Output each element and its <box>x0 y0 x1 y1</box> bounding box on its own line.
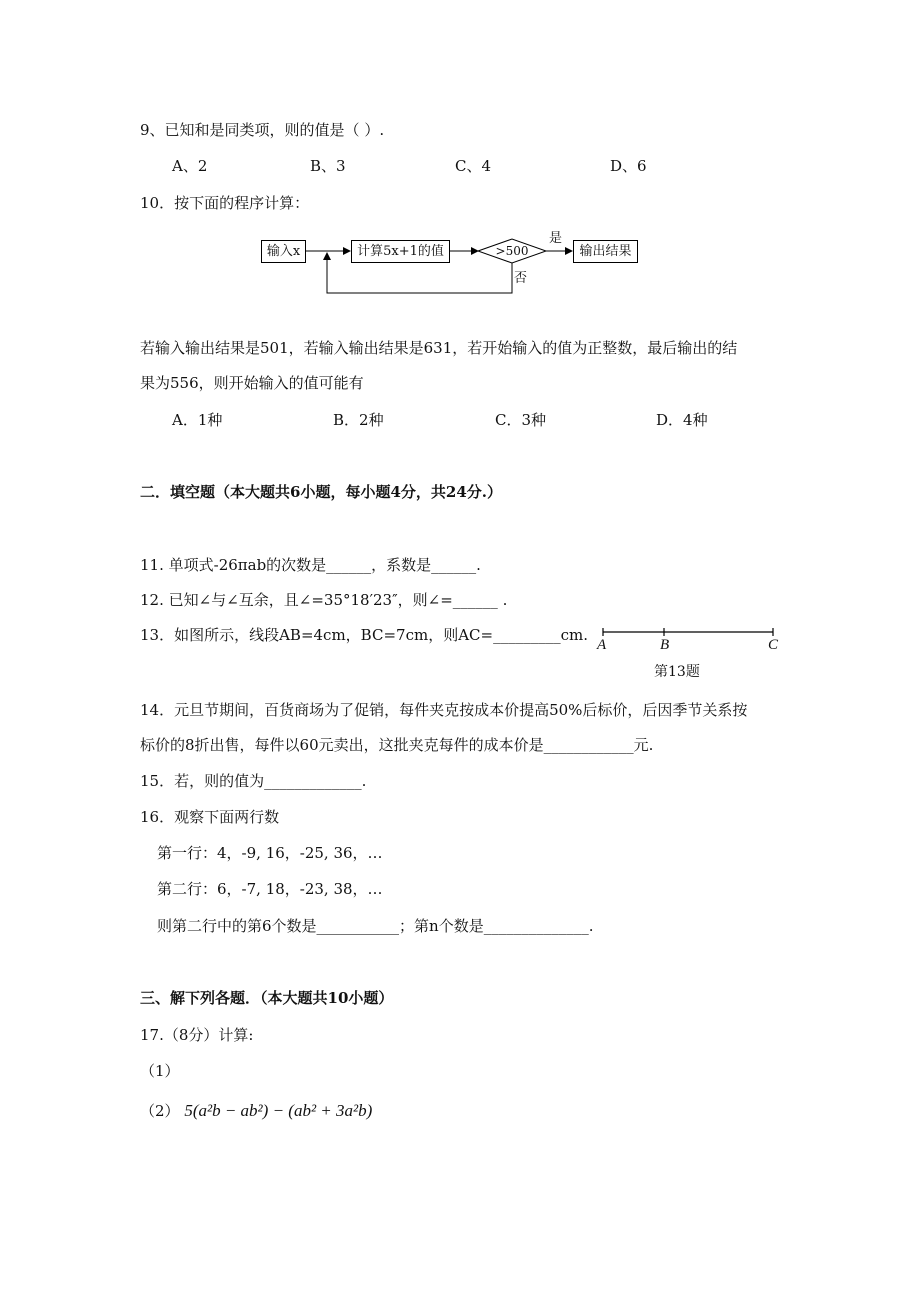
flowchart-connectors <box>0 0 920 320</box>
q9-stem: 9、已知和是同类项，则的值是（ ）. <box>140 121 385 139</box>
q10-option-d: D．4种 <box>656 411 708 429</box>
q10-text-line1: 若输入输出结果是501，若输入输出结果是631，若开始输入的值为正整数，最后输出的结 <box>140 339 738 357</box>
q15: 15．若，则的值为_____________. <box>140 772 367 790</box>
point-a-label: A <box>597 637 607 653</box>
q9-option-c: C、4 <box>455 157 492 175</box>
q14-line1: 14．元旦节期间，百货商场为了促销，每件夹克按成本价提高50%后标价，后因季节关系按 <box>140 701 748 719</box>
q10-stem: 10．按下面的程序计算： <box>140 194 310 212</box>
q9-option-b: B、3 <box>310 157 346 175</box>
q10-option-c: C．3种 <box>495 411 547 429</box>
q13-text: 13．如图所示，线段AB=4cm，BC=7cm，则AC=_________cm. <box>140 626 588 644</box>
q10-option-b: B．2种 <box>333 411 384 429</box>
flow-output-box: 输出结果 <box>573 240 638 263</box>
flow-yes-label: 是 <box>549 231 563 246</box>
flow-condition-text: >500 <box>495 244 529 258</box>
q17-part2 <box>140 1101 372 1121</box>
flow-input-box: 输入x <box>261 240 306 263</box>
q10-option-a: A．1种 <box>172 411 223 429</box>
q10-text-line2: 果为556，则开始输入的值可能有 <box>140 374 364 392</box>
q17-part2-label: （2） <box>140 1102 180 1120</box>
q10-flowchart <box>0 0 920 320</box>
q16-question: 则第二行中的第6个数是___________；第n个数是______________. <box>157 917 594 935</box>
flow-calc-box: 计算5x+1的值 <box>351 240 450 263</box>
q16-row1: 第一行：4，-9, 16，-25, 36，… <box>157 844 383 862</box>
point-c-label: C <box>768 637 779 653</box>
q9-option-d: D、6 <box>610 157 647 175</box>
q16-stem: 16．观察下面两行数 <box>140 808 280 826</box>
q14-line2: 标价的8折出售，每件以60元卖出，这批夹克每件的成本价是____________元. <box>140 736 654 754</box>
q13-figure <box>590 620 790 690</box>
section3-heading: 三、解下列各题．（本大题共10小题） <box>140 989 394 1007</box>
q17-part1: （1） <box>140 1062 180 1080</box>
flow-no-label: 否 <box>514 271 528 286</box>
q12: 12. 已知∠与∠互余，且∠=35°18′23″，则∠=______ . <box>140 591 508 609</box>
q13-caption: 第13题 <box>654 664 700 680</box>
q9-option-a: A、2 <box>172 157 208 175</box>
q17-stem: 17.（8分）计算: <box>140 1026 254 1044</box>
q17-part2-expression: 5(a²b − ab²) − (ab² + 3a²b) <box>184 1101 373 1120</box>
q11: 11. 单项式-26πab的次数是______，系数是______. <box>140 556 481 574</box>
section2-heading: 二．填空题（本大题共6小题，每小题4分，共24分.） <box>140 483 502 501</box>
point-b-label: B <box>660 637 670 653</box>
q16-row2: 第二行：6，-7, 18，-23, 38，… <box>157 880 383 898</box>
segment-line <box>590 620 790 650</box>
